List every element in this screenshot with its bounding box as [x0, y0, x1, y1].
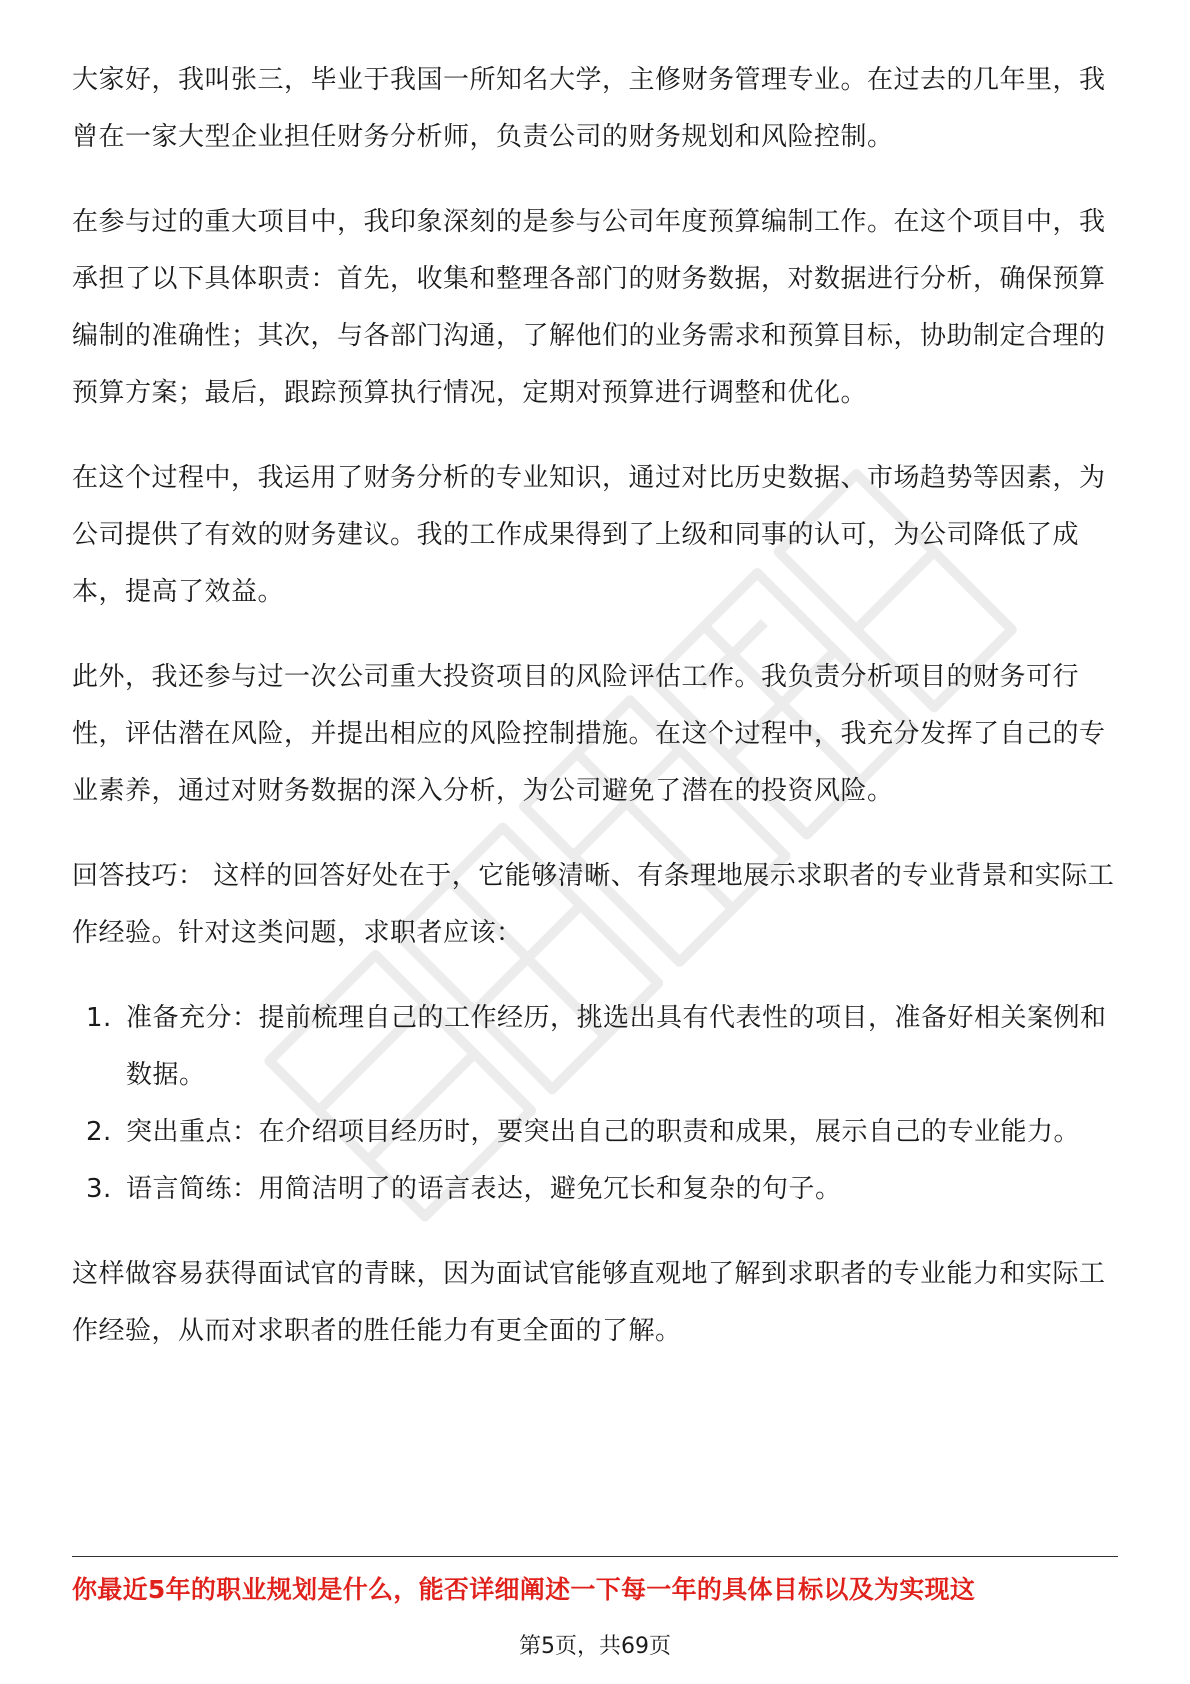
intro-paragraph: 大家好，我叫张三，毕业于我国一所知名大学，主修财务管理专业。在过去的几年里，我曾在一家大型企业担任财务分析师，负责公司的财务规划和风险控制。: [72, 65, 1106, 152]
list-item: [72, 1104, 1118, 1161]
list-item: [72, 1161, 1118, 1218]
tips-list: [72, 990, 1118, 1218]
list-item-text: 准备充分：提前梳理自己的工作经历，挑选出具有代表性的项目，准备好相关案例和数据。: [126, 1003, 1107, 1090]
document-body: [72, 52, 1118, 1388]
conclusion-paragraph: 这样做容易获得面试官的青睐，因为面试官能够直观地了解到求职者的专业能力和实际工作经验，从而对求职者的胜任能力有更全面的了解。: [72, 1259, 1106, 1346]
tips-intro-paragraph: 回答技巧： 这样的回答好处在于，它能够清晰、有条理地展示求职者的专业背景和实际工作经验。针对这类问题，求职者应该：: [72, 861, 1115, 948]
section-divider: [72, 1556, 1118, 1557]
list-item: [72, 990, 1118, 1104]
list-item-text: 语言简练：用简洁明了的语言表达，避免冗长和复杂的句子。: [126, 1174, 842, 1204]
list-item-number: 3.: [86, 1174, 112, 1204]
list-item-number: 2.: [86, 1117, 112, 1147]
process-paragraph: 在这个过程中，我运用了财务分析的专业知识，通过对比历史数据、市场趋势等因素，为公司提供了有效的财务建议。我的工作成果得到了上级和同事的认可，为公司降低了成本，提高了效益。: [72, 463, 1106, 607]
list-item-text: 突出重点：在介绍项目经历时，要突出自己的职责和成果，展示自己的专业能力。: [126, 1117, 1081, 1147]
investment-paragraph: 此外，我还参与过一次公司重大投资项目的风险评估工作。我负责分析项目的财务可行性，评估潜在风险，并提出相应的风险控制措施。在这个过程中，我充分发挥了自己的专业素养，通过对财务数据的深入分析，为公司避免了潜在的投资风险。: [72, 662, 1106, 806]
page-number: 第5页，共69页: [519, 1634, 671, 1659]
project-paragraph: 在参与过的重大项目中，我印象深刻的是参与公司年度预算编制工作。在这个项目中，我承担了以下具体职责：首先，收集和整理各部门的财务数据，对数据进行分析，确保预算编制的准确性；其次，与各部门沟通，了解他们的业务需求和预算目标，协助制定合理的预算方案；最后，跟踪预算执行情况，定期对预算进行调整和优化。: [72, 207, 1106, 408]
list-item-number: 1.: [86, 1003, 112, 1033]
next-question-heading: 你最近5年的职业规划是什么，能否详细阐述一下每一年的具体目标以及为实现这: [72, 1575, 976, 1604]
